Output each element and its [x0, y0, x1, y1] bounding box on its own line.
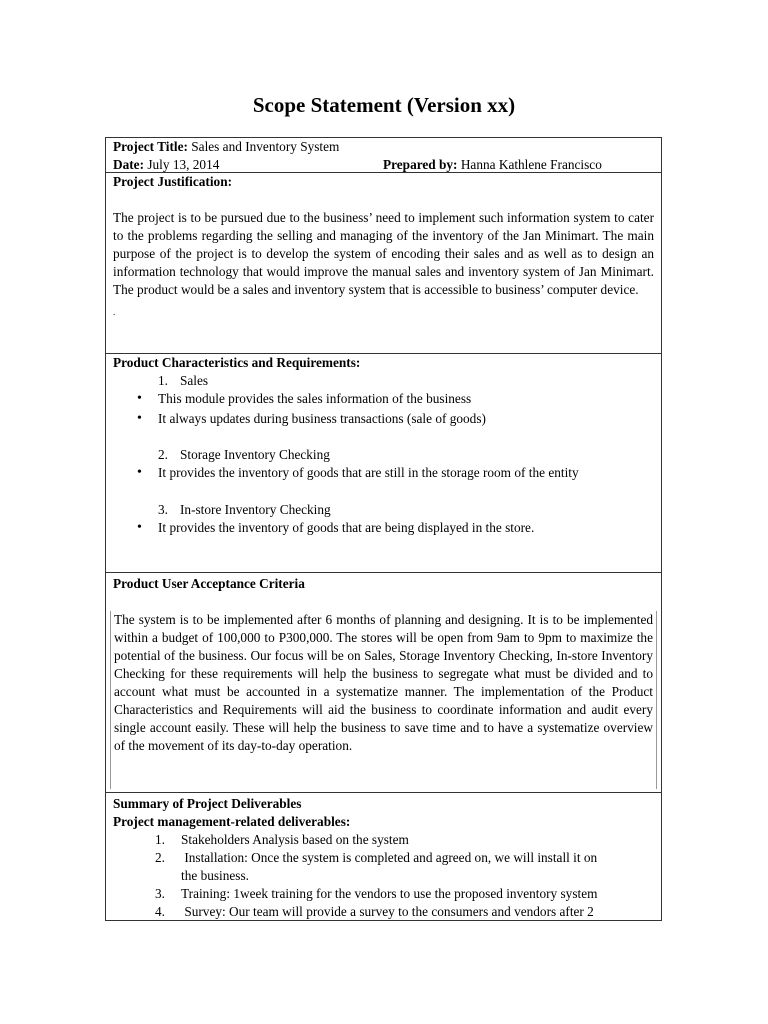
prepared-by-group — [383, 156, 602, 174]
characteristics-heading-text: Product Characteristics and Requirements: — [113, 355, 361, 370]
prepared-by-value: Hanna Kathlene Francisco — [460, 157, 602, 172]
justification-heading-text: Project Justification: — [113, 174, 233, 189]
bullet-item: • It always updates during business transactions (sale of goods) — [113, 410, 654, 430]
deliverable-item-continuation: the business. — [181, 868, 249, 883]
characteristic-item: 2. Storage Inventory Checking — [158, 447, 330, 462]
deliverable-item: 1. Stakeholders Analysis based on the system — [155, 832, 409, 847]
deliverables-heading-text: Summary of Project Deliverables — [113, 796, 302, 811]
scope-table — [105, 137, 662, 921]
characteristics-section — [106, 354, 661, 573]
bullet-item: • This module provides the sales information of the business — [113, 390, 654, 410]
justification-trailing-mark: . — [113, 307, 116, 317]
justification-body: The project is to be pursued due to the business’ need to implement such information system to cater to the problems regarding the selling and managing of the inventory of the Jan Minimart. The main purpose of the project is to develop the system of encoding their sales and as well as to design an information technology that would improve the manual sales and inventory system of Jan Minimart. The product would be a sales and inventory system that is accessible to business’ computer device. — [113, 210, 654, 297]
bullet-item: • It provides the inventory of goods that are still in the storage room of the entity — [113, 464, 654, 484]
characteristic-item: 1. Sales — [158, 373, 209, 388]
deliverable-item: 2. Installation: Once the system is completed and agreed on, we will install it on — [155, 850, 598, 865]
deliverable-item: 4. Survey: Our team will provide a survey to the consumers and vendors after 2 — [155, 904, 594, 919]
acceptance-body: The system is to be implemented after 6 months of planning and designing. It is to be implemented within a budget of 100,000 to P300,000. The stores will be open from 9am to 9pm to maximize the potential of the business. Our focus will be on Sales, Storage Inventory Checking, In-store Inventory Checking for these requirements will help the business to segregate what must be divided and to account what must be accounted in a systematize manner. The implementation of the Product Characteristics and Requirements will aid the business to coordinate information and audit every single account easily. These will help the business to save time and to have a systematize overview of the movement of its day-to-day operation. — [114, 612, 653, 753]
project-title-value: Sales and Inventory System — [191, 139, 340, 154]
deliverables-section — [106, 793, 661, 920]
justification-section — [106, 173, 661, 354]
deliverables-subheading — [113, 813, 654, 831]
acceptance-box — [110, 611, 657, 789]
prepared-by-label: Prepared by: — [383, 157, 458, 172]
deliverable-item: 3. Training: 1week training for the vendors to use the proposed inventory system — [155, 886, 598, 901]
project-title-label: Project Title: — [113, 139, 188, 154]
acceptance-heading — [113, 575, 654, 593]
justification-heading — [113, 173, 654, 191]
page-title: Scope Statement (Version xx) — [252, 93, 516, 117]
date-line — [113, 156, 654, 174]
project-title-line — [113, 138, 654, 156]
acceptance-section — [106, 575, 661, 793]
deliverables-subheading-text: Project management-related deliverables: — [113, 814, 351, 829]
date-group — [113, 156, 383, 174]
date-label: Date: — [113, 157, 145, 172]
date-value: July 13, 2014 — [147, 157, 220, 172]
header-row — [106, 138, 661, 173]
deliverables-heading — [113, 795, 654, 813]
characteristics-heading — [113, 354, 654, 372]
acceptance-heading-text: Product User Acceptance Criteria — [113, 576, 305, 591]
bullet-item: • It provides the inventory of goods that are being displayed in the store. — [113, 519, 654, 539]
characteristic-item: 3. In-store Inventory Checking — [158, 502, 331, 517]
